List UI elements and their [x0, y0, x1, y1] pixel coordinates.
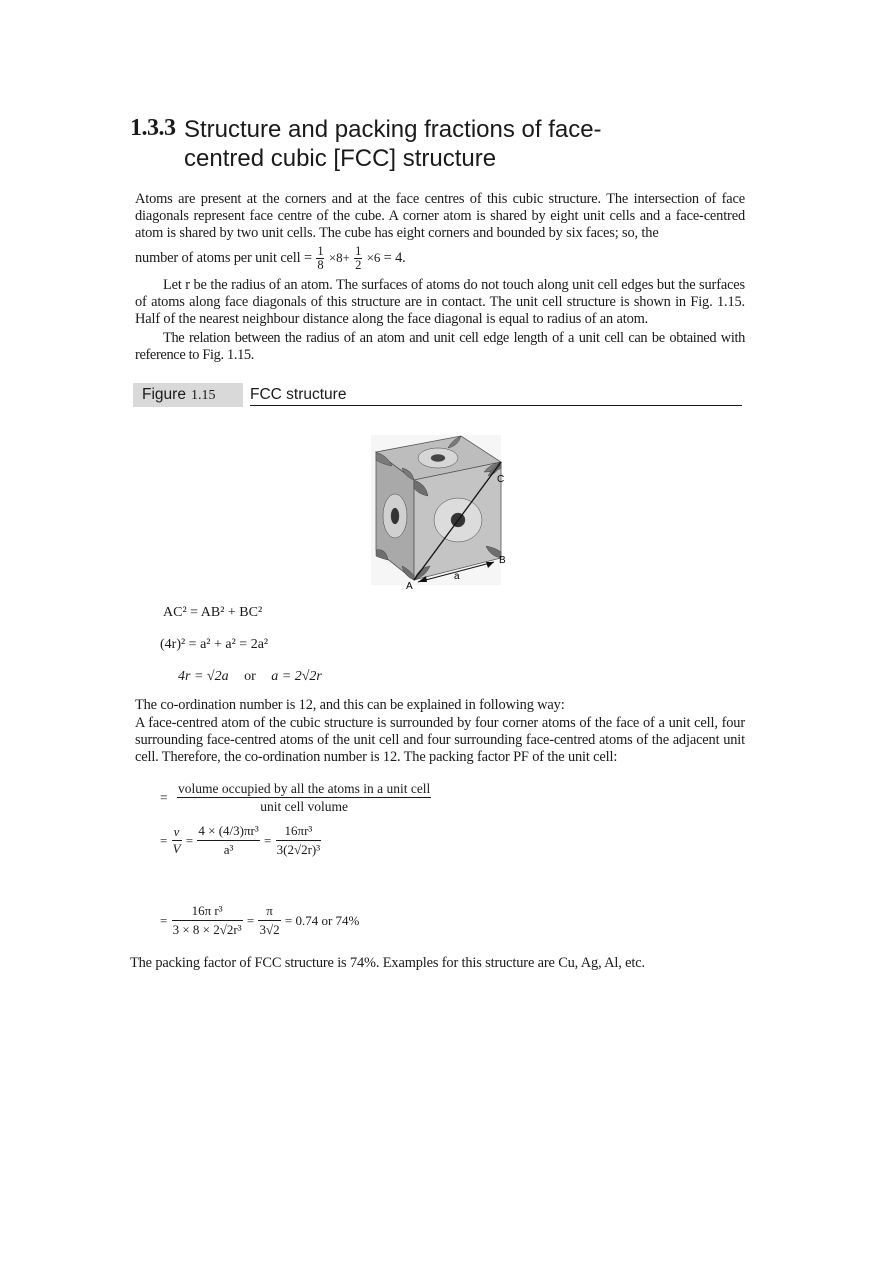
paragraph-atoms [135, 191, 745, 272]
packing-numerator-1: volume occupied by all the atoms in a unit cell [178, 781, 431, 796]
fcc-cube-figure [366, 430, 526, 590]
packing-numerator-4: 16π r³ [172, 902, 243, 921]
figure-label [133, 383, 243, 407]
atoms-per-cell-formula: number of atoms per unit cell = $\frac{1}{8}$ ×8+ $\frac{1}{2}$ ×6 = 4. [135, 243, 406, 272]
fraction-V: V [172, 841, 181, 856]
packing-denominator-4: 3 × 8 × 2√2r³ [172, 922, 242, 937]
formula-result: = 4. [383, 249, 406, 266]
equation-edge-length [178, 669, 322, 685]
packing-result-value: = 0.74 or 74% [284, 912, 360, 928]
packing-denominator-3: 3(2√2r)³ [276, 842, 321, 857]
equation-pythagoras: AC² = AB² + BC² [163, 605, 263, 620]
label-a-point: A [406, 581, 413, 590]
figure-caption-bar [133, 383, 742, 407]
fraction-one-half: $\frac{1}{2}$ [355, 243, 362, 272]
packing-fraction-3 [276, 822, 322, 859]
packing-fraction-2 [197, 822, 259, 859]
packing-numerator-5: π [258, 902, 280, 921]
section-title-line2: centred cubic [FCC] structure [184, 145, 497, 172]
label-edge-a: a [454, 571, 460, 582]
packing-denominator-5: 3√2 [259, 922, 280, 937]
fraction-v: v [172, 824, 182, 841]
figure-caption: FCC structure [250, 383, 742, 406]
paragraph-conclusion: The packing factor of FCC structure is 74%. Examples for this structure are Cu, Ag, Al, etc. [130, 955, 645, 971]
packing-fraction-4 [172, 902, 243, 939]
equation-or: or [244, 669, 256, 684]
packing-fraction-1 [177, 780, 431, 815]
formula-prefix: number of atoms per unit cell = [135, 249, 312, 266]
fraction-one-eighth: $\frac{1}{8}$ [317, 243, 324, 272]
fcc-cube-illustration [366, 430, 526, 590]
packing-fraction-5 [258, 902, 280, 939]
equation-a: a = 2√2r [271, 669, 322, 684]
packing-numerator-3: 16πr³ [276, 822, 322, 841]
packing-fraction-vV [172, 824, 182, 857]
packing-factor-definition: = $\frac{\text{volume occupied by all the atoms in a unit cell}}{\text{unit cell volume}}$ [160, 781, 431, 814]
paragraph-text: Atoms are present at the corners and at the face centres of this cubic structure. The intersection of face diagonals represent face centre of the cube. A corner atom is shared by eight unit cells and a face-centred atom is shared by two unit cells. The cube has eight corners and bounded by six faces; so, the [135, 191, 745, 242]
packing-factor-result: = $\frac{\text{16π r³}}{\text{3 × 8 × 2√2r³}}$ = $\frac{\pi}{3√2}$ = 0.74 or 74% [160, 903, 360, 937]
section-number: 1.3.3 [130, 115, 176, 141]
packing-numerator-2: 4 × (4/3)πr³ [197, 822, 259, 841]
equation-4r: 4r = √2a [178, 669, 229, 684]
section-title-line1: Structure and packing fractions of face- [184, 116, 602, 143]
figure-label-text: Figure [142, 386, 186, 403]
paragraph-coordination: The co-ordination number is 12, and this can be explained in following way: [135, 697, 565, 713]
packing-factor-expansion: = $\frac{v}{V}$ = $\frac{\text{4 × (4/3)πr³}}{\text{a³}}$ = $\frac{\text{16πr³}}{\text{3(2√2r)³}}$ [160, 823, 321, 857]
figure-number: 1.15 [190, 388, 216, 403]
paragraph-radius: Let r be the radius of an atom. The surfaces of atoms do not touch along unit cell edges but the surfaces of atoms along face diagonals of this structure are in contact. The unit cell structure is shown in Fig. 1.15. Half of the nearest neighbour distance along the face diagonal is equal to radius of an atom. [135, 277, 745, 328]
label-c-point: C [497, 474, 505, 485]
label-b-point: B [499, 555, 506, 566]
paragraph-surrounding: A face-centred atom of the cubic structure is surrounded by four corner atoms of the face of a unit cell, four surrounding face-centred atoms of the unit cell and four surrounding face-centred atoms of the adjacent unit cell. Therefore, the co-ordination number is 12. The packing factor PF of the unit cell: [135, 715, 745, 766]
packing-denominator-2: a³ [223, 842, 234, 857]
paragraph-relation: The relation between the radius of an atom and unit cell edge length of a unit cell can be obtained with reference to Fig. 1.15. [135, 330, 745, 364]
equation-radius-relation: (4r)² = a² + a² = 2a² [160, 637, 269, 652]
section-title [184, 115, 744, 173]
packing-denominator-1: unit cell volume [260, 799, 349, 814]
